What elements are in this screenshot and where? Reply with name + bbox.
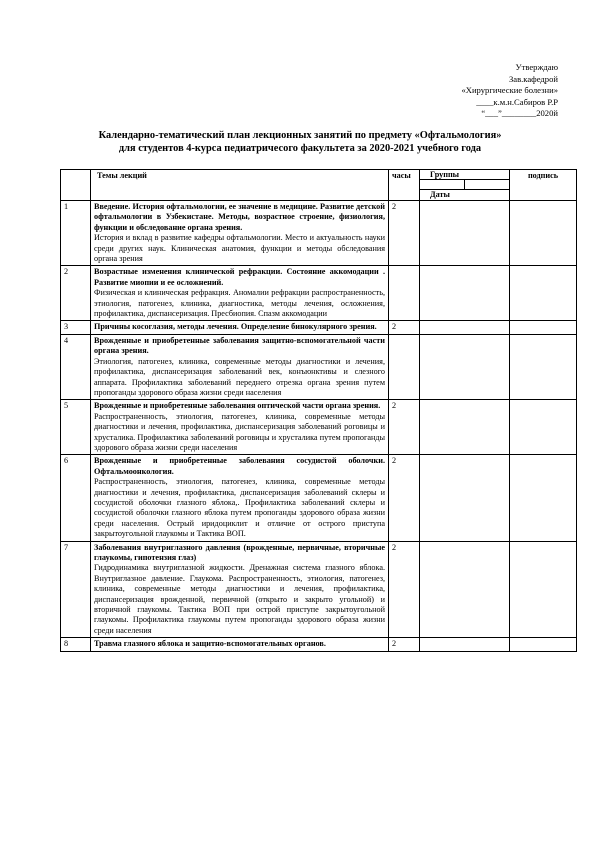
row-topic <box>91 266 389 321</box>
row-groups <box>420 638 510 651</box>
approval-line: Утверждаю <box>515 62 558 72</box>
topic-title: Врожденные и приобретенные заболевания оптической части органа зрения. <box>94 401 381 411</box>
header-topics: Темы лекций <box>91 170 389 201</box>
table-row <box>61 334 577 399</box>
table-header-row <box>61 170 577 201</box>
row-groups <box>420 400 510 455</box>
row-groups <box>420 266 510 321</box>
row-topic <box>91 201 389 266</box>
table-row <box>61 638 577 651</box>
row-signature <box>510 455 577 541</box>
topic-title: Введение. История офтальмологии, ее значение в медицине. Развитие детской офтальмологии в Узбекистане. Методы, возрастное строение, физиология, функции и обследование органа зрения. <box>94 202 385 232</box>
title-line-2: для студентов 4-курса педиатричесого факультета за 2020-2021 учебного года <box>118 143 482 155</box>
header-dates: Даты <box>430 190 450 199</box>
lecture-plan-table <box>60 169 577 652</box>
row-groups <box>420 321 510 334</box>
row-number: 7 <box>61 541 91 638</box>
table-row <box>61 400 577 455</box>
topic-description: Этиология, патогенез, клиника, современные методы диагностики и лечения, профилактика, диспансеризация заболеваний век, конъюнктивы и слезного аппарата. Профилактика заболеваний переднего отрезка органа зрения путем пропоганды здорового образа жизни среди населения <box>94 356 385 397</box>
header-signature: подпись <box>510 170 577 201</box>
table-row <box>61 455 577 541</box>
header-groups-cell <box>420 170 510 201</box>
row-number: 5 <box>61 400 91 455</box>
row-hours: 2 <box>389 201 420 266</box>
row-signature <box>510 334 577 399</box>
row-hours: 2 <box>389 638 420 651</box>
header-groups-sub <box>420 180 509 190</box>
row-topic <box>91 400 389 455</box>
approval-line: Зав.кафедрой <box>508 73 558 84</box>
header-hours: часы <box>389 170 420 201</box>
approval-line: ____к.м.н.Сабиров Р.Р <box>476 96 558 107</box>
row-signature <box>510 201 577 266</box>
table-row <box>61 321 577 334</box>
row-hours: 2 <box>389 455 420 541</box>
row-topic <box>91 321 389 334</box>
document-title <box>40 129 560 156</box>
topic-title: Заболевания внутриглазного давления (врожденные, первичные, вторичные глаукомы, гипотензия глаз) <box>94 542 385 562</box>
row-topic <box>91 334 389 399</box>
row-number: 4 <box>61 334 91 399</box>
row-number: 2 <box>61 266 91 321</box>
topic-title: Врожденные и приобретенные заболевания сосудистой оболочки. Офтальмоонкология. <box>94 456 385 476</box>
row-groups <box>420 455 510 541</box>
table-body <box>61 201 577 652</box>
row-hours <box>389 266 420 321</box>
topic-title: Врожденные и приобретенные заболевания защитно-вспомогательной части органа зрения. <box>94 335 385 356</box>
row-groups <box>420 201 510 266</box>
topic-title: Причины косоглазия, методы лечения. Определение бинокулярного зрения. <box>94 322 377 332</box>
approval-line: «Хирургические болезни» <box>461 85 558 96</box>
row-topic <box>91 638 389 651</box>
table-row <box>61 266 577 321</box>
row-number: 8 <box>61 638 91 651</box>
row-topic <box>91 455 389 541</box>
topic-description: Гидродинамика внутриглазной жидкости. Дренажная система глазного яблока. Внутриглазное давление. Глаукома. Распространенность, этиология, патогенез, клиника, современные методы диагностики и лечения, профилактика, диспансеризация врожденной, первичной (открыто и закрыто угольной) и вторичной глаукомы. Тактика ВОП при острой приступе закрытоугольной глаукомы. Профилактика глаукомы путем пропоганды здорового образа жизни среди населения <box>94 563 385 635</box>
approval-line: “___”________2020й <box>481 108 558 119</box>
row-number: 6 <box>61 455 91 541</box>
topic-description: История и вклад в развитие кафедры офтальмологии. Место и актуальность науки среди других наук. Клиническая анатомия, функции и методы обследования органа зрения <box>94 233 385 264</box>
row-hours: 2 <box>389 541 420 638</box>
row-hours <box>389 334 420 399</box>
row-signature <box>510 541 577 638</box>
topic-description: Физическая и клиническая рефракция. Аномалии рефракции распространенность, этиология, патогенез, клиника, диагностика, методы лечения, осложнения, профилактика, диспансеризация. Пресбиопия. Спазм аккомодации <box>94 288 385 319</box>
row-number: 1 <box>61 201 91 266</box>
row-signature <box>510 321 577 334</box>
row-number: 3 <box>61 321 91 334</box>
title-line-1: Календарно-тематический план лекционных занятий по предмету «Офтальмология» <box>98 130 502 141</box>
row-hours: 2 <box>389 321 420 334</box>
table-row <box>61 201 577 266</box>
table-row <box>61 541 577 638</box>
row-topic <box>91 541 389 638</box>
header-groups: Группы <box>420 170 509 180</box>
header-num-cell <box>61 170 91 201</box>
row-signature <box>510 400 577 455</box>
topic-description: Распространенность, этиология, патогенез, клиника, современные методы диагностики и лечения, профилактика, диспансеризация заболеваний склеры и сосудистой оболочки глазного яблока,. Профилактика заболеваний склеры и сосудистой оболочки глазного яблока путем пропоганды здорового образа жизни среди населения. Острый иридоциклит и отличие от острого приступа закрытоугольной глаукомы и Тактика ВОП. <box>94 477 385 539</box>
approval-block <box>461 62 558 120</box>
topic-description: Распространенность, этиология, патогенез, клиника, современные методы диагностики и лечения, профилактика, диспансеризация заболеваний роговицы и хрусталика. Профилактика заболеваний роговицы и хрусталика путем пропоганды здорового образа жизни среди населения <box>94 411 385 452</box>
topic-title: Травма глазного яблока и защитно-вспомогательных органов. <box>94 639 326 649</box>
topic-title: Возрастные изменения клинической рефракции. Состояние аккомодации . Развитие миопии и ее осложнений. <box>94 267 385 287</box>
row-groups <box>420 334 510 399</box>
row-signature <box>510 638 577 651</box>
row-hours: 2 <box>389 400 420 455</box>
row-signature <box>510 266 577 321</box>
row-groups <box>420 541 510 638</box>
